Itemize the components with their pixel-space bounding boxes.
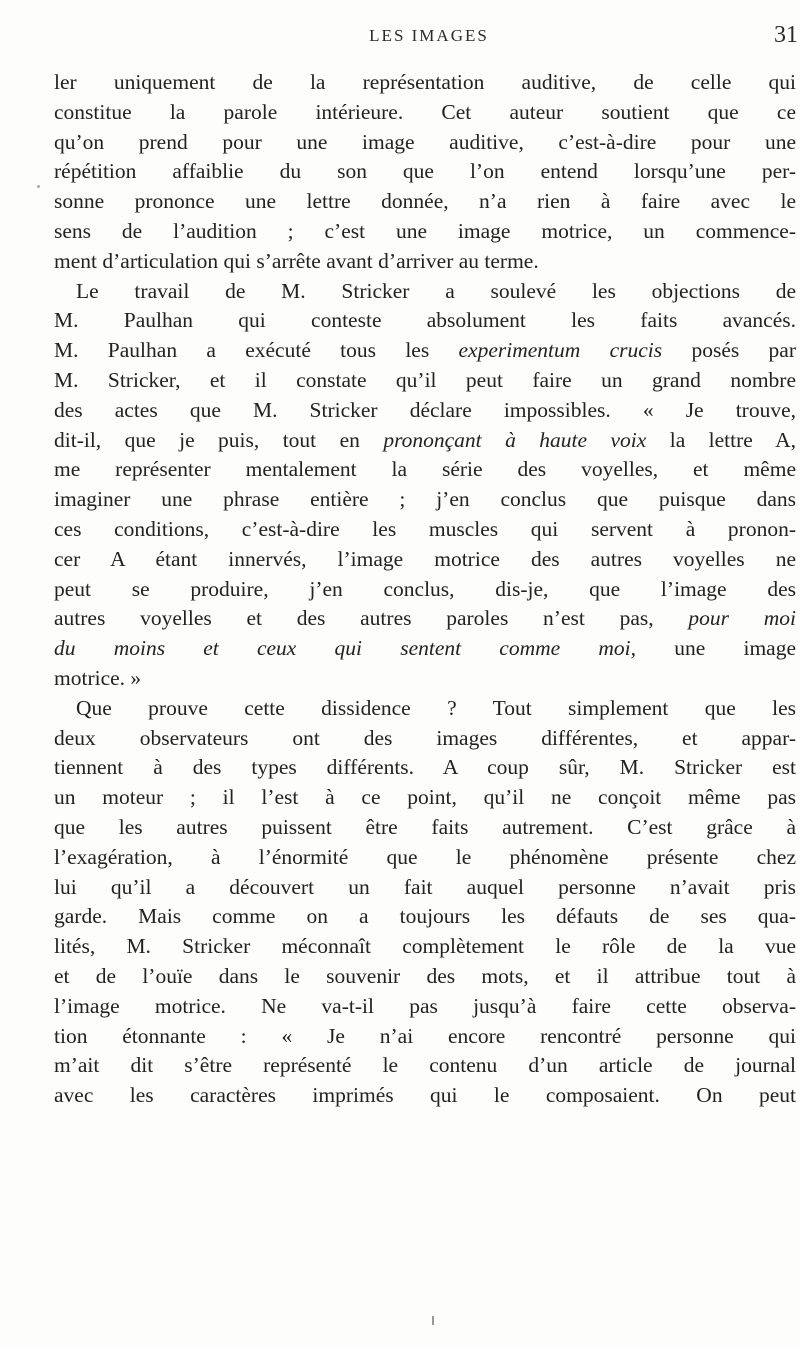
text-segment: autres voyelles et des autres paroles n’est pas, [54,606,689,631]
text-line [54,932,796,962]
text-segment: ment d’articulation qui s’arrête avant d’arriver au terme. [54,248,539,273]
text-line [54,366,796,396]
text-segment: la lettre A, [646,427,796,452]
text-line [54,902,796,932]
text-line [54,1022,796,1052]
text-segment: lui qu’il a découvert un fait auquel personne n’avait pris [54,874,796,899]
margin-speck [37,185,40,188]
running-head [60,22,798,56]
text-segment: ces conditions, c’est-à-dire les muscles qui servent à pronon- [54,516,796,541]
text-line [54,843,796,873]
text-segment: des actes que M. Stricker déclare impossibles. « Je trouve, [54,397,796,422]
text-line [54,813,796,843]
text-segment: dit-il, que je puis, tout en [54,427,384,452]
text-segment: Le travail de M. Stricker a soulevé les objections de [76,278,796,303]
italic-segment: du moins et ceux qui sentent comme moi, [54,636,637,661]
text-segment: avec les caractères imprimés qui le composaient. On peut [54,1083,796,1108]
text-line [54,634,796,664]
text-segment: M. Paulhan qui conteste absolument les faits avancés. [54,308,796,333]
text-segment: ler uniquement de la représentation auditive, de celle qui [54,70,796,94]
text-line [54,187,796,217]
text-line [54,336,796,366]
text-segment: peut se produire, j’en conclus, dis-je, que l’image des [54,576,796,601]
text-line [54,604,796,634]
text-line [54,515,796,545]
text-segment: et de l’ouïe dans le souvenir des mots, et il attribue tout à [54,963,796,988]
text-segment: une image [636,636,796,661]
text-segment: m’ait dit s’être représenté le contenu d’un article de journal [54,1053,796,1078]
text-line [54,485,796,515]
text-line [54,753,796,783]
italic-segment: pour moi [688,606,796,631]
text-line [54,1081,796,1111]
text-segment: me représenter mentalement la série des voyelles, et même [54,457,796,482]
text-line [54,128,796,158]
text-segment: Que prouve cette dissidence ? Tout simplement que les [76,695,796,720]
text-segment: l’image motrice. Ne va-t-il pas jusqu’à faire cette observa- [54,993,796,1018]
text-line [54,873,796,903]
page-number: 31 [774,22,798,48]
text-segment: tion étonnante : « Je n’ai encore rencontré personne qui [54,1023,796,1048]
text-segment: tiennent à des types différents. A coup sûr, M. Stricker est [54,755,796,780]
italic-segment: experimentum crucis [458,338,663,363]
text-line [54,783,796,813]
text-segment: que les autres puissent être faits autrement. C’est grâce à [54,814,796,839]
body-text [54,68,796,1111]
text-line [54,1051,796,1081]
text-segment: sonne prononce une lettre donnée, n’a rien à faire avec le [54,189,796,214]
text-segment: l’exagération, à l’énormité que le phénomène présente chez [54,844,796,869]
text-line [54,724,796,754]
text-line [54,575,796,605]
text-segment: M. Paulhan a exécuté tous les [54,338,459,363]
text-segment: M. Stricker, et il constate qu’il peut faire un grand nombre [54,367,796,392]
text-line [54,277,796,307]
running-title: LES IMAGES [369,26,489,45]
text-line [54,157,796,187]
text-segment: qu’on prend pour une image auditive, c’est-à-dire pour une [54,129,796,154]
text-segment: un moteur ; il l’est à ce point, qu’il ne conçoit même pas [54,785,796,810]
text-line [54,396,796,426]
text-line [54,694,796,724]
text-segment: répétition affaiblie du son que l’on entend lorsqu’une per- [54,159,796,184]
text-line [54,545,796,575]
bottom-tick-mark [432,1316,434,1325]
text-segment: constitue la parole intérieure. Cet auteur soutient que ce [54,99,796,124]
text-segment: motrice. » [54,665,142,690]
text-line [54,68,796,98]
text-line [54,217,796,247]
text-line [54,426,796,456]
text-line [54,962,796,992]
text-line [54,455,796,485]
text-segment: imaginer une phrase entière ; j’en conclus que puisque dans [54,487,796,512]
text-line [54,306,796,336]
text-line [54,98,796,128]
text-segment: posés par [662,338,796,363]
text-segment: sens de l’audition ; c’est une image motrice, un commence- [54,218,796,243]
text-line [54,664,796,694]
italic-segment: prononçant à haute voix [383,427,647,452]
text-segment: lités, M. Stricker méconnaît complètement le rôle de la vue [54,934,796,959]
text-line [54,247,796,277]
text-segment: garde. Mais comme on a toujours les défauts de ses qua- [54,904,796,929]
text-segment: deux observateurs ont des images différentes, et appar- [54,725,796,750]
text-segment: cer A étant innervés, l’image motrice des autres voyelles ne [54,546,796,571]
text-line [54,992,796,1022]
